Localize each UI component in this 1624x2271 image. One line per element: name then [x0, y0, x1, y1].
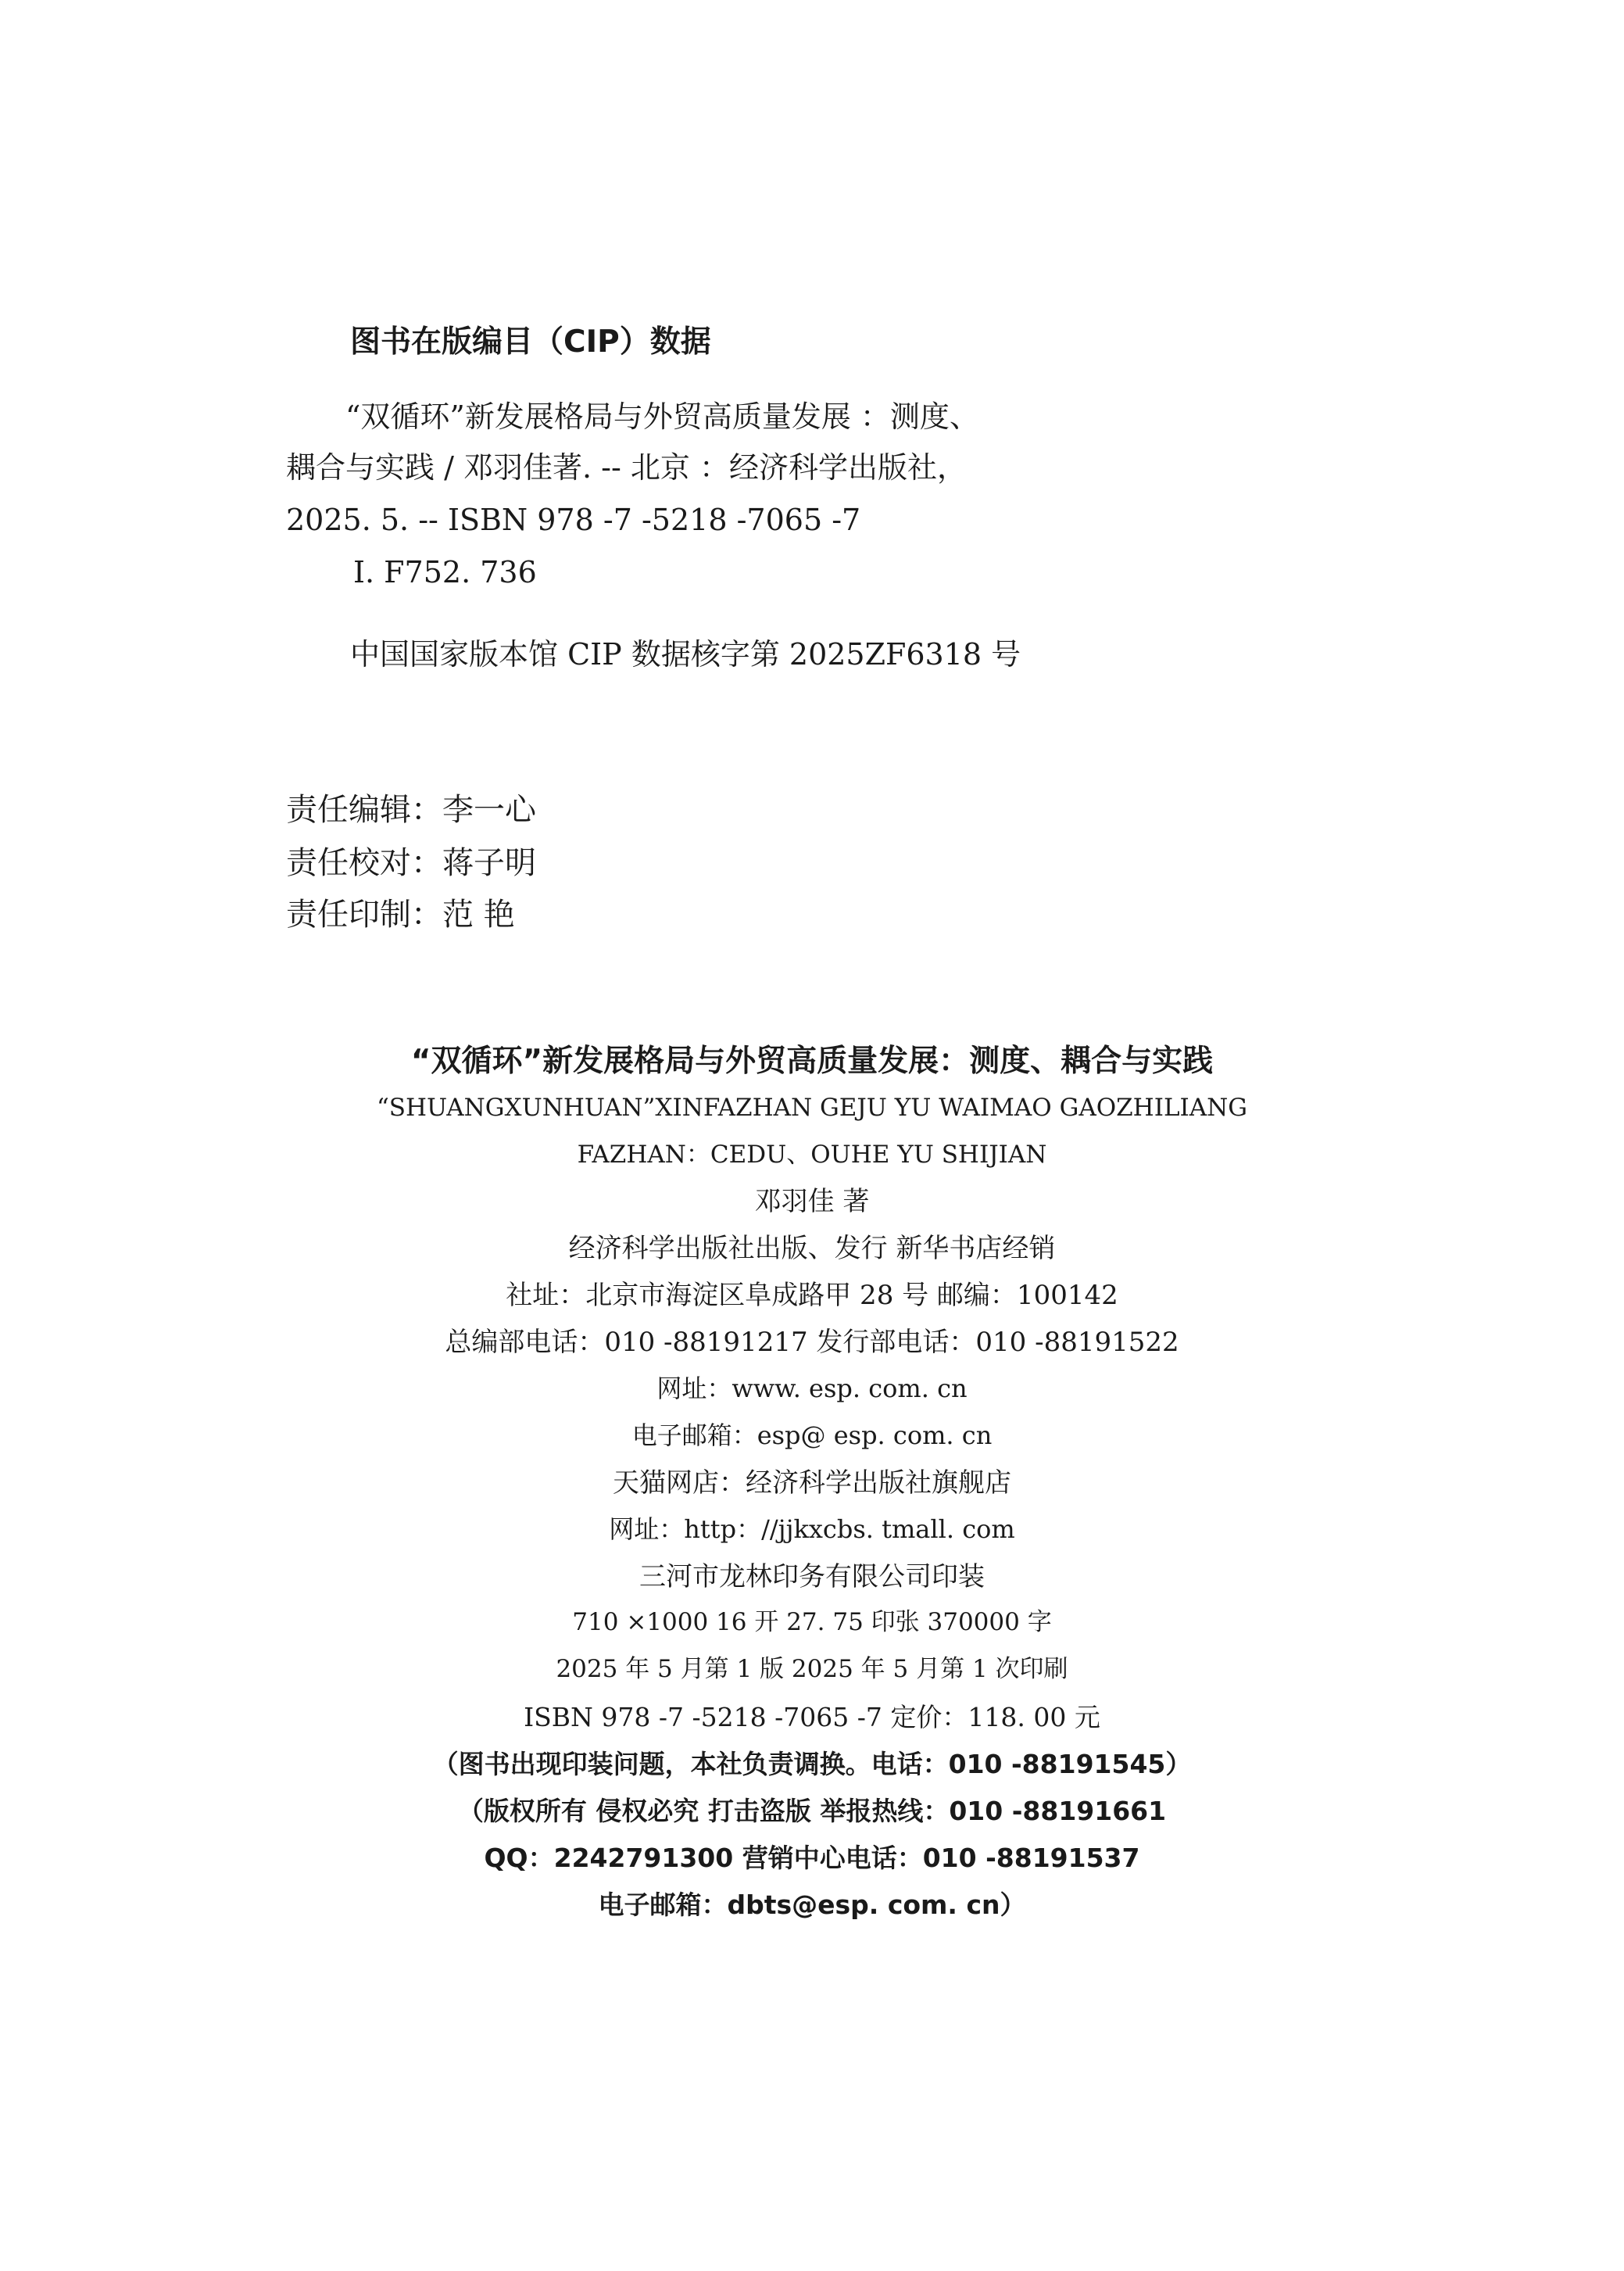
colophon-author: 邓羽佳 著 — [754, 1186, 870, 1217]
cip-number: 中国国家版本馆 CIP 数据核字第 2025ZF6318 号 — [350, 637, 1021, 672]
cip-line-3: 2025. 5. -- ISBN 978 -7 -5218 -7065 -7 — [286, 503, 861, 537]
colophon-address: 社址：北京市海淀区阜成路甲 28 号 邮编：100142 — [506, 1280, 1118, 1311]
colophon-title-pinyin-2: FAZHAN：CEDU、OUHE YU SHIJIAN — [577, 1141, 1047, 1169]
colophon-title-pinyin-1: “SHUANGXUNHUAN”XINFAZHAN GEJU YU WAIMAO GAOZHILIANG — [376, 1094, 1248, 1122]
colophon-tmall-store: 天猫网店：经济科学出版社旗舰店 — [613, 1467, 1011, 1499]
colophon-tmall-url: 网址：http：//jjkxcbs. tmall. com — [609, 1514, 1015, 1544]
colophon-notice-4: 电子邮箱：dbts@esp. com. cn） — [598, 1890, 1026, 1920]
colophon-isbn-price: ISBN 978 -7 -5218 -7065 -7 定价：118. 00 元 — [524, 1702, 1100, 1732]
colophon-phones: 总编部电话：010 -88191217 发行部电话：010 -88191522 — [445, 1327, 1179, 1358]
colophon-notice-3: QQ：2242791300 营销中心电话：010 -88191537 — [484, 1843, 1140, 1873]
colophon-publisher: 经济科学出版社出版、发行 新华书店经销 — [568, 1233, 1056, 1264]
colophon-notice-1: （图书出现印装问题，本社负责调换。电话：010 -88191545） — [432, 1749, 1192, 1779]
colophon-edition: 2025 年 5 月第 1 版 2025 年 5 月第 1 次印刷 — [556, 1655, 1068, 1683]
colophon-notice-2: （版权所有 侵权必究 打击盗版 举报热线：010 -88191661 — [457, 1796, 1167, 1826]
credit-editor: 责任编辑：李一心 — [286, 792, 536, 828]
credit-proofreader: 责任校对：蒋子明 — [286, 845, 536, 881]
cip-line-4: Ⅰ. F752. 736 — [353, 555, 537, 589]
colophon-email: 电子邮箱：esp@ esp. com. cn — [631, 1420, 993, 1450]
credit-printing: 责任印制：范 艳 — [286, 897, 515, 933]
cip-line-1: “双循环”新发展格局与外贸高质量发展 ：测度、 — [345, 399, 979, 434]
cip-heading: 图书在版编目（CIP）数据 — [350, 324, 711, 360]
colophon-website: 网址：www. esp. com. cn — [656, 1374, 968, 1403]
colophon-format: 710 ×1000 16 开 27. 75 印张 370000 字 — [572, 1608, 1052, 1636]
cip-line-2: 耦合与实践 / 邓羽佳著. -- 北京 ：经济科学出版社， — [286, 450, 967, 485]
colophon-title-cn: “双循环”新发展格局与外贸高质量发展：测度、耦合与实践 — [410, 1044, 1214, 1079]
colophon-printer: 三河市龙林印务有限公司印装 — [639, 1561, 985, 1592]
